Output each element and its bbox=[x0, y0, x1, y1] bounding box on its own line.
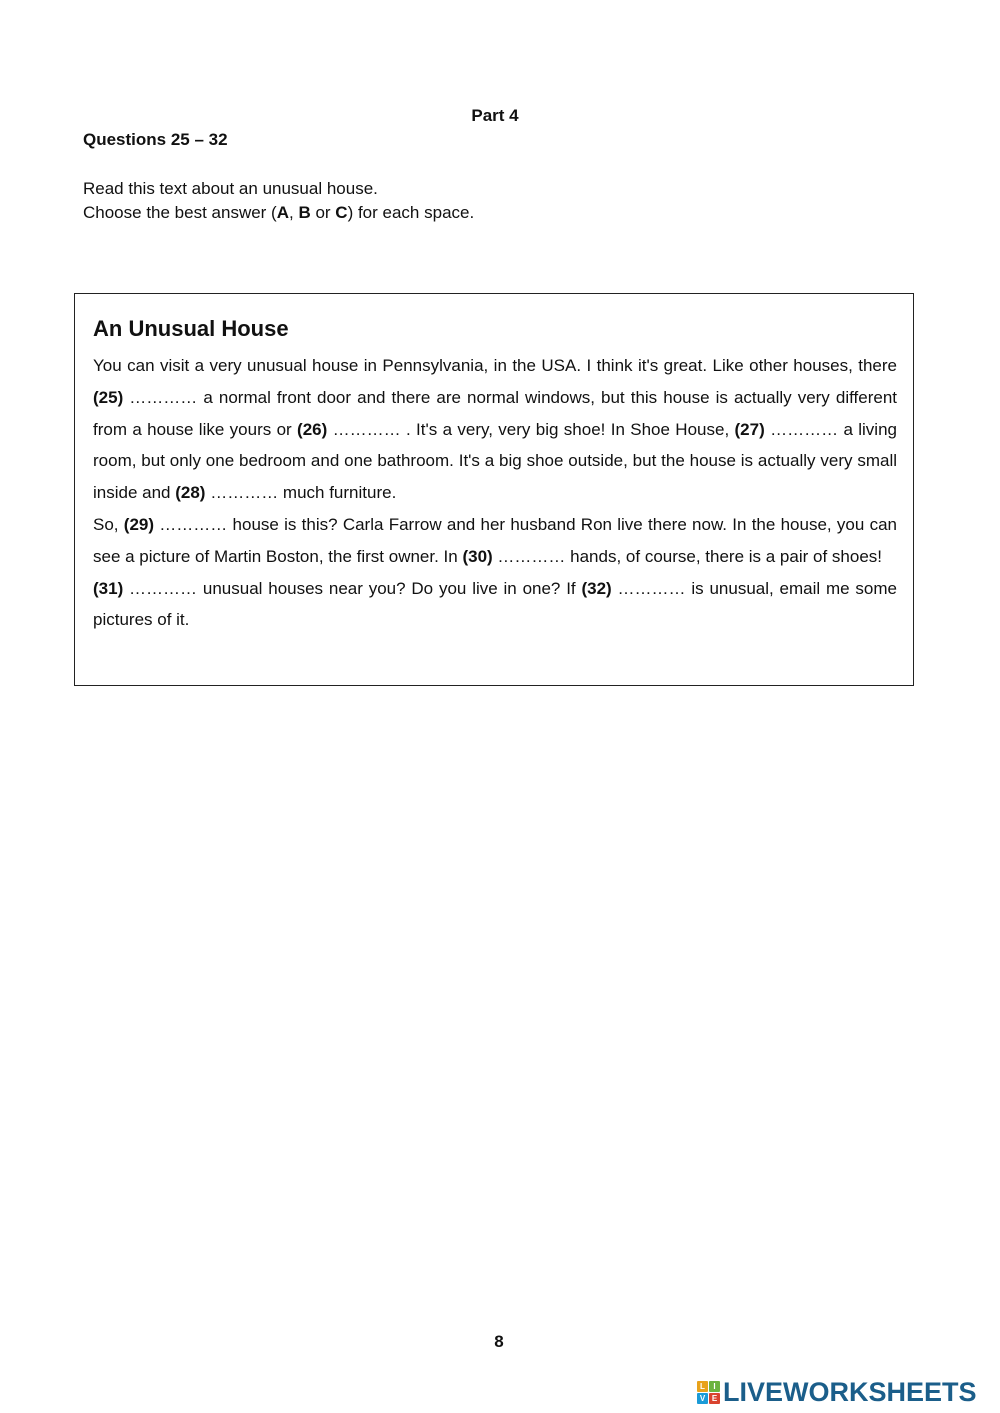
passage-text-run: ………… a normal front door and there are normal windows, but this house is actually very different from a house like yours or bbox=[93, 387, 897, 439]
passage-text-run: ………… . It's a very, very big shoe! In Shoe House, bbox=[327, 419, 735, 439]
logo-square-icon: E bbox=[709, 1393, 720, 1404]
instruction-text: Choose the best answer ( bbox=[83, 203, 277, 222]
gap-27: (27) bbox=[734, 419, 765, 439]
passage-text-run: ………… a living room, but only one bedroom and one bathroom. It's a big shoe outside, but the house is actually very small inside and bbox=[93, 419, 897, 503]
option-b: B bbox=[298, 203, 311, 222]
gap-29: (29) bbox=[123, 514, 155, 534]
logo-square-icon: L bbox=[697, 1381, 708, 1392]
gap-32: (32) bbox=[581, 578, 612, 598]
passage-text-run: ………… much furniture. bbox=[205, 483, 397, 503]
passage-text-run: ………… unusual houses near you? Do you live in one? If bbox=[123, 578, 582, 598]
instructions bbox=[83, 177, 474, 225]
gap-30: (30) bbox=[462, 546, 493, 566]
part-title: Part 4 bbox=[471, 106, 519, 125]
passage-text-run: You can visit a very unusual house in Pennsylvania, in the USA. I think it's great. Like other houses, there bbox=[93, 356, 897, 375]
paragraph-1 bbox=[93, 350, 897, 509]
instruction-line-2 bbox=[83, 201, 474, 225]
passage-text bbox=[93, 350, 897, 636]
page-number: 8 bbox=[494, 1332, 504, 1351]
liveworksheets-icon bbox=[697, 1381, 720, 1404]
gap-26: (26) bbox=[297, 419, 328, 439]
instruction-text: or bbox=[310, 203, 336, 222]
paragraph-2 bbox=[93, 509, 897, 573]
instruction-line-1: Read this text about an unusual house. bbox=[83, 179, 378, 198]
gap-28: (28) bbox=[175, 483, 206, 503]
passage-title: An Unusual House bbox=[93, 316, 289, 341]
passage-text-run: ………… house is this? Carla Farrow and her husband Ron live there now. In the house, you can see a picture of Martin Boston, the first owner. In bbox=[93, 514, 897, 566]
gap-25: (25) bbox=[93, 387, 124, 407]
option-c: C bbox=[335, 203, 348, 222]
logo-square-icon: V bbox=[697, 1393, 708, 1404]
logo-square-icon: I bbox=[709, 1381, 720, 1392]
instruction-text: ) for each space. bbox=[347, 203, 475, 222]
passage-text-run: ………… hands, of course, there is a pair of shoes! bbox=[492, 546, 882, 566]
gap-31: (31) bbox=[93, 578, 124, 598]
passage-text-run: ………… is unusual, email me some pictures of it. bbox=[93, 578, 897, 630]
questions-title: Questions 25 – 32 bbox=[83, 130, 228, 149]
instruction-text: , bbox=[289, 203, 299, 222]
passage-text-run: So, bbox=[93, 514, 124, 534]
paragraph-3 bbox=[93, 573, 897, 637]
brand-name: LIVEWORKSHEETS bbox=[723, 1377, 977, 1407]
option-a: A bbox=[276, 203, 289, 222]
liveworksheets-logo[interactable] bbox=[697, 1377, 977, 1408]
